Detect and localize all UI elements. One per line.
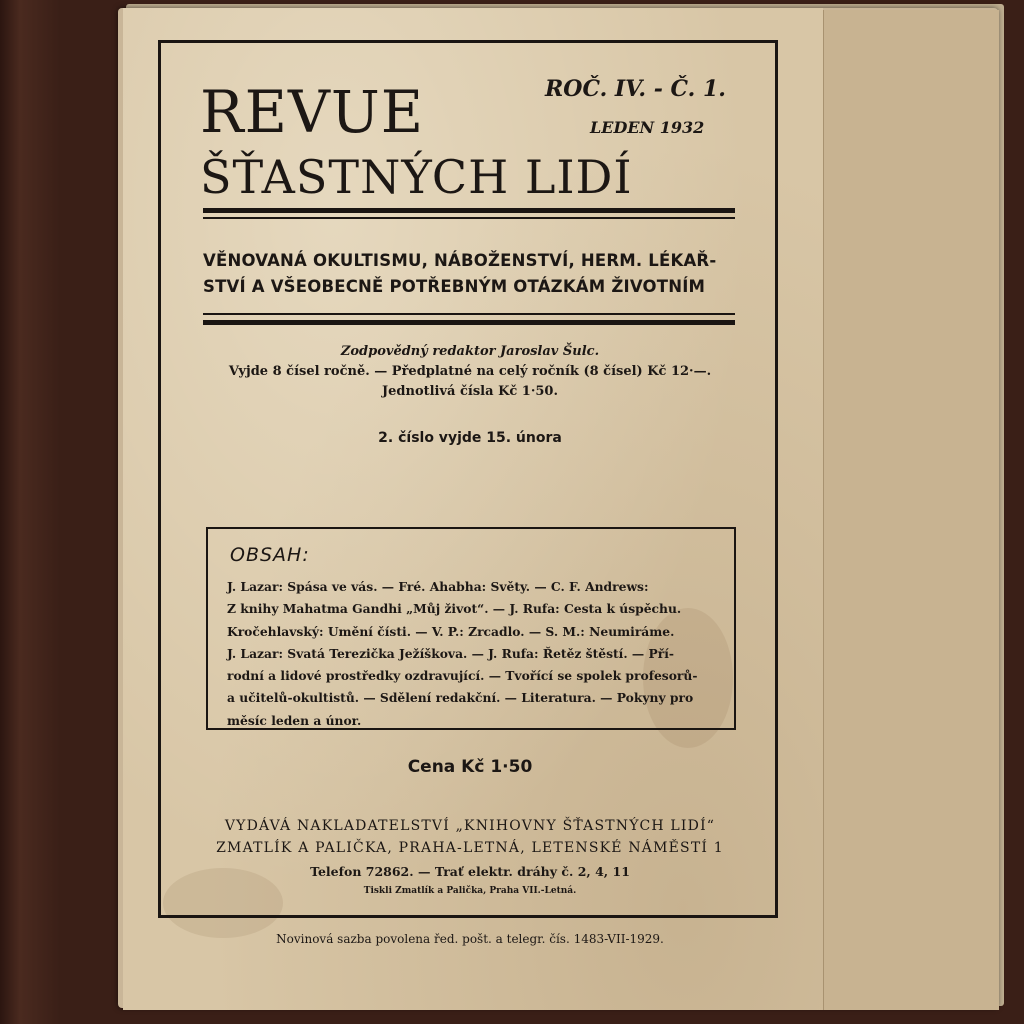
page-edge-right	[823, 10, 999, 1010]
title-rule-thick	[203, 208, 735, 213]
contents-line: J. Lazar: Spása ve vás. — Fré. Ahabha: Světy. — C. F. Andrews:	[227, 579, 649, 594]
contents-heading: OBSAH:	[230, 544, 310, 566]
publisher-line-3: Telefon 72862. — Trať elektr. dráhy č. 2, 4, 11	[310, 864, 630, 879]
postal-permit-footer: Novinová sazba povolena řed. pošt. a telegr. čís. 1483-VII-1929.	[276, 932, 664, 946]
subtitle	[203, 248, 743, 300]
single-price-line: Jednotlivá čísla Kč 1·50.	[381, 384, 558, 399]
subtitle-line-2: STVÍ A VŠEOBECNĚ POTŘEBNÝM OTÁZKÁM ŽIVOTNÍM	[203, 277, 706, 296]
subscription-line: Vyjde 8 čísel ročně. — Předplatné na celý ročník (8 čísel) Kč 12·—.	[228, 364, 712, 379]
contents-list	[227, 576, 733, 732]
contents-line: Kročehlavský: Umění čísti. — V. P.: Zrcadlo. — S. M.: Neumiráme.	[227, 623, 675, 639]
publisher-line-2: ZMATLÍK A PALIČKA, PRAHA-LETNÁ, LETENSKÉ NÁMĚSTÍ 1	[216, 840, 724, 856]
subtitle-rule-thin	[203, 313, 735, 315]
volume-number: ROČ. IV. - Č. 1.	[545, 76, 726, 102]
title-line-1: REVUE	[200, 78, 425, 146]
issue-date: LEDEN 1932	[590, 118, 705, 137]
cover-price: Cena Kč 1·50	[407, 757, 533, 777]
editor-line: Zodpovědný redaktor Jaroslav Šulc.	[340, 344, 600, 359]
subtitle-rule-thick	[203, 320, 735, 325]
title-rule-thin	[203, 217, 735, 219]
next-issue-note: 2. číslo vyjde 15. února	[378, 430, 562, 446]
publisher-line-1: VYDÁVÁ NAKLADATELSTVÍ „KNIHOVNY ŠŤASTNÝCH LIDÍ“	[224, 818, 716, 834]
subtitle-line-1: VĚNOVANÁ OKULTISMU, NÁBOŽENSTVÍ, HERM. LÉKAŘ-	[203, 251, 717, 270]
title-line-2: ŠŤASTNÝCH LIDÍ	[200, 150, 633, 204]
contents-line: a učitelů-okultistů. — Sdělení redakční. — Literatura. — Pokyny pro	[227, 690, 694, 706]
contents-line: měsíc leden a únor.	[227, 712, 362, 728]
contents-line: rodní a lidové prostředky ozdravující. — Tvořící se spolek profesorů-	[227, 668, 698, 684]
contents-line: Z knihy Mahatma Gandhi „Můj život“. — J. Rufa: Cesta k úspěchu.	[227, 601, 682, 617]
printer-line: Tiskli Zmatlík a Palička, Praha VII.-Letná.	[363, 886, 577, 896]
contents-line: J. Lazar: Svatá Terezička Ježíškova. — J. Rufa: Řetěz štěstí. — Pří-	[227, 645, 674, 661]
